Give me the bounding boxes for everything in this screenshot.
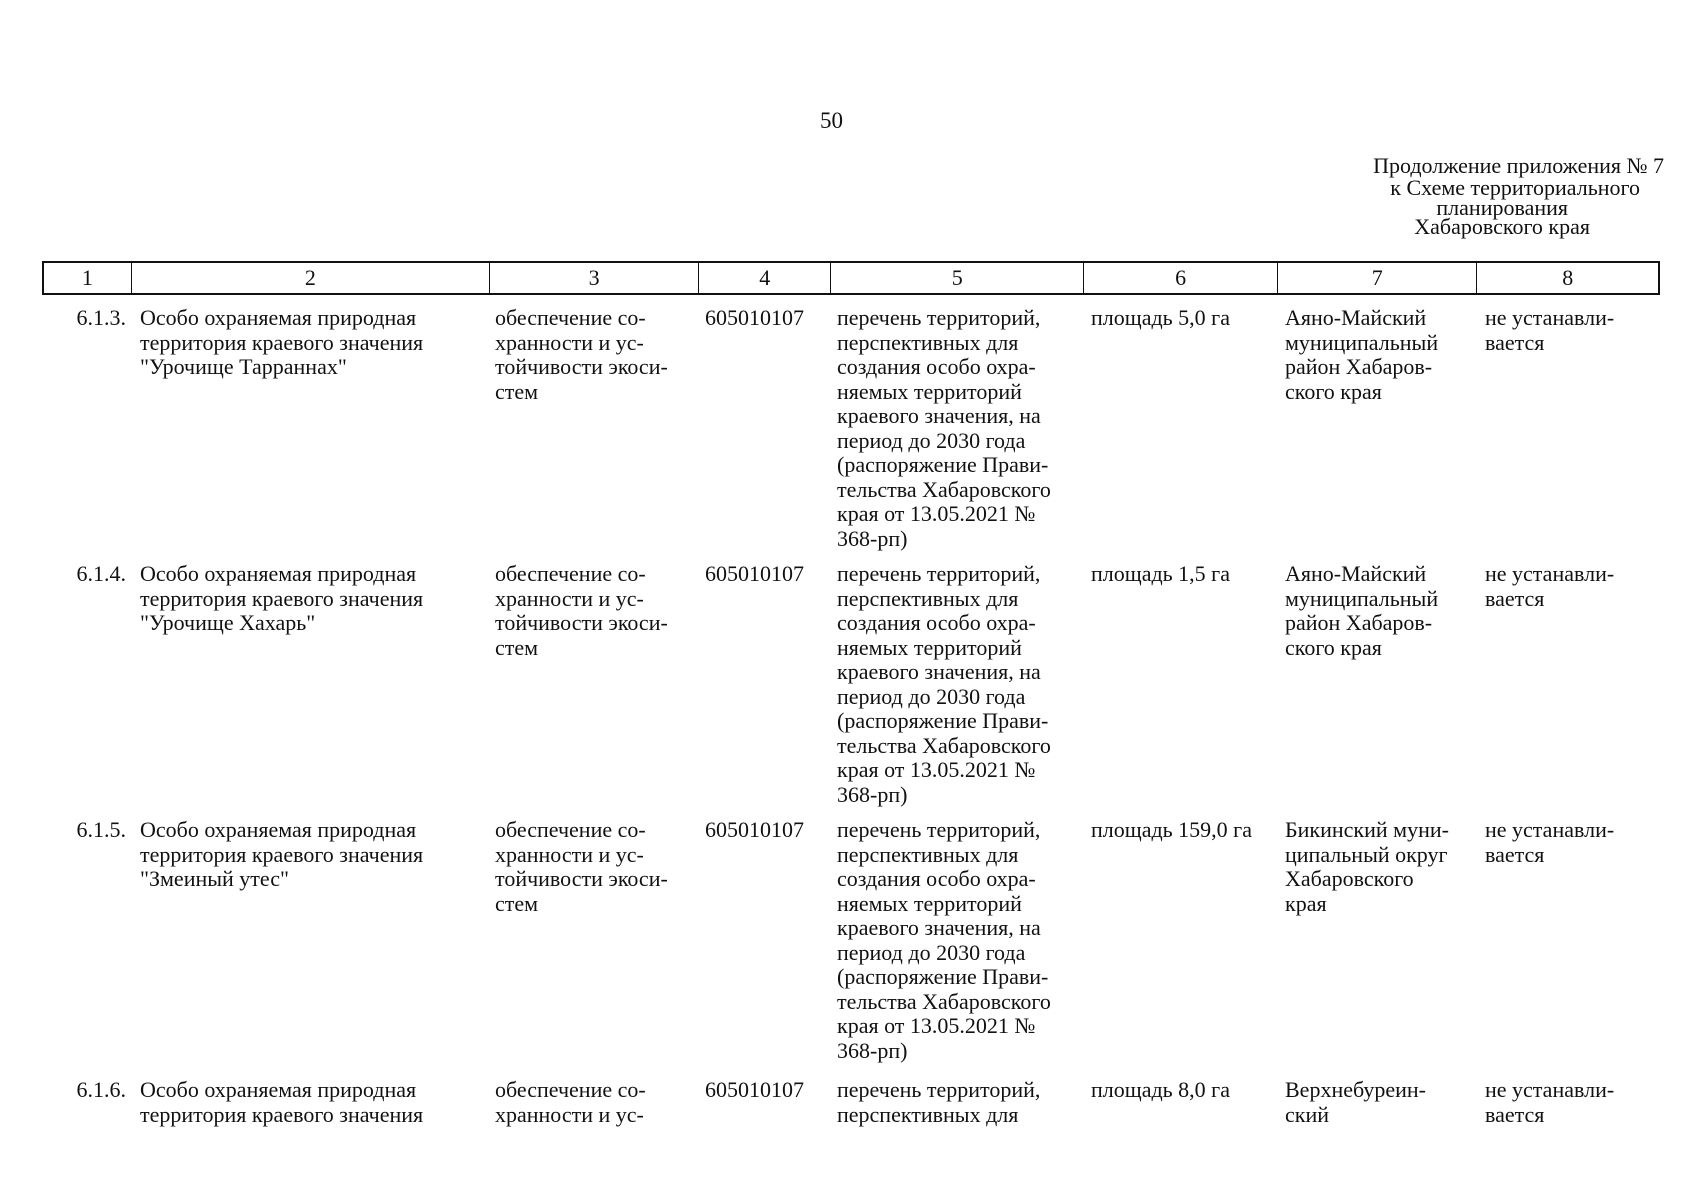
column-header: 3 [490, 263, 699, 293]
object-basis: перечень территорий, перспективных для создания особо охра- няемых территорий краевого значения, на период до 2030 года (распоряжение Прави- тельства Хабаровского края от 13.05.2021 № 368-рп) [837, 305, 1051, 551]
object-location: Верхнебуреин- ский [1285, 1077, 1426, 1127]
object-basis: перечень территорий, перспективных для [837, 1077, 1041, 1127]
object-location: Бикинский муни- ципальный округ Хабаровского края [1285, 817, 1449, 916]
appendix-header-line: Хабаровского края [1414, 214, 1590, 239]
table-row [42, 818, 1660, 1078]
table-body [42, 306, 1660, 1138]
column-header: 4 [699, 263, 831, 293]
column-header: 7 [1278, 263, 1478, 293]
row-number: 6.1.4. [76, 561, 126, 586]
object-code: 605010107 [705, 305, 804, 330]
object-code: 605010107 [705, 1077, 804, 1102]
page-number: 50 [820, 108, 843, 133]
appendix-header [1270, 155, 1670, 237]
appendix-header-line: планирования [1436, 195, 1568, 220]
object-basis: перечень территорий, перспективных для создания особо охра- няемых территорий краевого значения, на период до 2030 года (распоряжение Прави- тельства Хабаровского края от 13.05.2021 № 368-рп) [837, 561, 1051, 807]
object-purpose: обеспечение со- хранности и ус- [495, 1077, 646, 1127]
row-number: 6.1.6. [76, 1077, 126, 1102]
table-row [42, 306, 1660, 562]
object-area: площадь 1,5 га [1091, 561, 1230, 586]
object-purpose: обеспечение со- хранности и ус- тойчивости экоси- стем [495, 561, 668, 660]
object-name: Особо охраняемая природная территория краевого значения [140, 1077, 424, 1127]
object-name: Особо охраняемая природная территория краевого значения "Урочище Тарраннах" [140, 305, 424, 379]
object-basis: перечень территорий, перспективных для создания особо охра- няемых территорий краевого значения, на период до 2030 года (распоряжение Прави- тельства Хабаровского края от 13.05.2021 № 368-рп) [837, 817, 1051, 1063]
protection-zone: не устанавли- вается [1485, 817, 1615, 867]
row-number: 6.1.3. [76, 305, 126, 330]
object-area: площадь 8,0 га [1091, 1077, 1230, 1102]
appendix-header-line: к Схеме территориального [1390, 175, 1640, 200]
protection-zone: не устанавли- вается [1485, 561, 1615, 611]
table-row [42, 1078, 1660, 1138]
column-header: 8 [1562, 265, 1574, 290]
table-header-row [42, 261, 1660, 295]
object-area: площадь 5,0 га [1091, 305, 1230, 330]
object-name: Особо охраняемая природная территория краевого значения "Змеиный утес" [140, 817, 424, 891]
object-code: 605010107 [705, 817, 804, 842]
object-location: Аяно-Майский муниципальный район Хабаров- ского края [1285, 305, 1439, 404]
column-header: 1 [44, 263, 132, 293]
object-purpose: обеспечение со- хранности и ус- тойчивости экоси- стем [495, 305, 668, 404]
column-header: 5 [831, 263, 1084, 293]
protection-zone: не устанавли- вается [1485, 305, 1615, 355]
table-row [42, 562, 1660, 818]
object-code: 605010107 [705, 561, 804, 586]
row-number: 6.1.5. [76, 817, 126, 842]
column-header: 6 [1084, 263, 1278, 293]
object-name: Особо охраняемая природная территория краевого значения "Урочище Хахарь" [140, 561, 424, 635]
protection-zone: не устанавли- вается [1485, 1077, 1615, 1127]
object-location: Аяно-Майский муниципальный район Хабаров- ского края [1285, 561, 1439, 660]
appendix-header-line: Продолжение приложения № 7 [1373, 153, 1664, 178]
column-header: 2 [132, 263, 490, 293]
object-area: площадь 159,0 га [1091, 817, 1252, 842]
object-purpose: обеспечение со- хранности и ус- тойчивости экоси- стем [495, 817, 668, 916]
